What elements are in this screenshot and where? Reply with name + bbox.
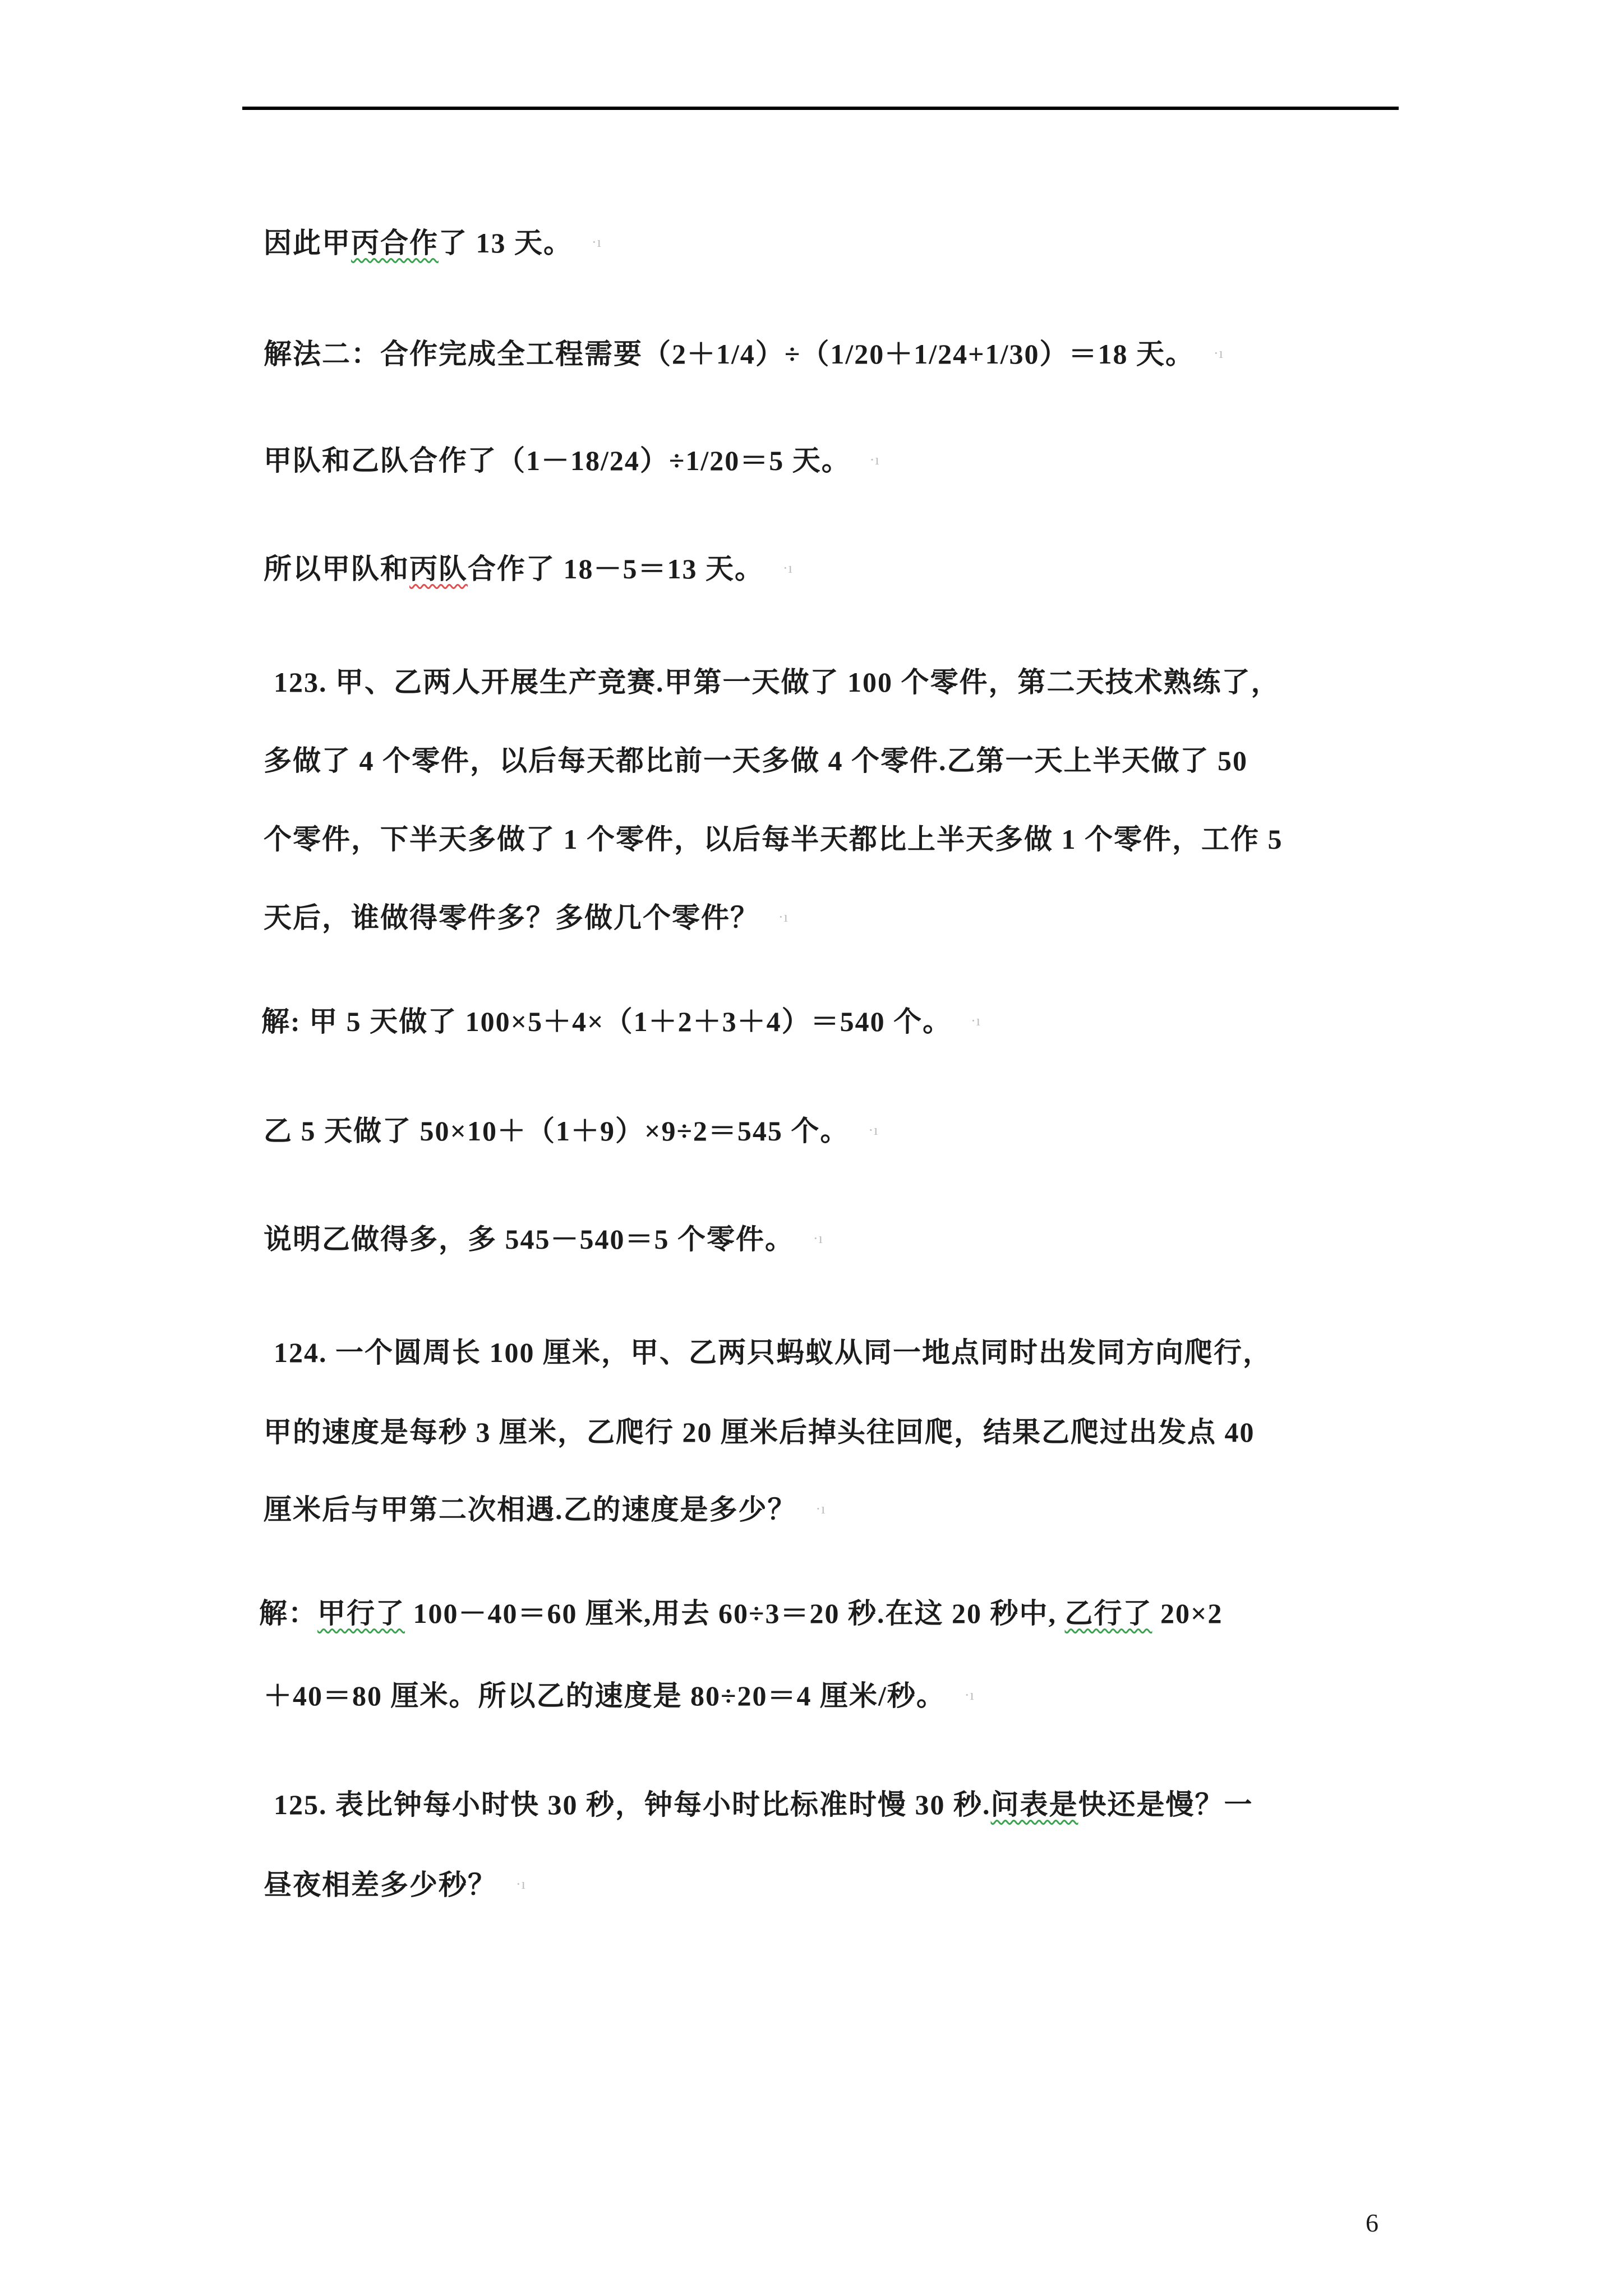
text-line xyxy=(261,1004,981,1039)
text-segment: 说明乙做得多，多 545－540＝5 个零件。 xyxy=(264,1223,794,1255)
faint-paragraph-mark: ·ı xyxy=(813,1230,823,1246)
spellcheck-green-underline-text: 问表是 xyxy=(990,1789,1078,1820)
text-segment: 解: 甲 5 天做了 100×5＋4×（1＋2＋3＋4）＝540 个。 xyxy=(261,1006,952,1037)
text-segment: 123. 甲、乙两人开展生产竞赛.甲第一天做了 100 个零件，第二天技术熟练了， xyxy=(274,666,1280,698)
text-line xyxy=(264,900,789,936)
text-segment: 20×2 xyxy=(1152,1598,1223,1629)
spellcheck-green-underline-text: 丙合作 xyxy=(351,227,439,259)
text-segment: 天后，谁做得零件多？多做几个零件？ xyxy=(264,902,759,933)
faint-paragraph-mark: ·ı xyxy=(971,1013,981,1029)
spellcheck-red-underline-text: 丙队 xyxy=(409,553,468,585)
faint-paragraph-mark: ·ı xyxy=(1214,345,1224,361)
faint-paragraph-mark: ·ı xyxy=(868,1122,879,1138)
text-segment: ＋40＝80 厘米。所以乙的速度是 80÷20＝4 厘米/秒。 xyxy=(264,1680,946,1711)
text-segment: 快还是慢？一 xyxy=(1078,1789,1253,1820)
faint-paragraph-mark: ·ı xyxy=(783,560,793,576)
text-line xyxy=(259,1596,1223,1631)
text-line xyxy=(264,743,1248,779)
faint-paragraph-mark: ·ı xyxy=(815,1501,826,1517)
text-segment: 多做了 4 个零件，以后每天都比前一天多做 4 个零件.乙第一天上半天做了 50 xyxy=(264,745,1248,776)
text-segment: 甲的速度是每秒 3 厘米，乙爬行 20 厘米后掉头往回爬，结果乙爬过出发点 40 xyxy=(264,1416,1255,1448)
faint-paragraph-mark: ·ı xyxy=(592,234,602,250)
faint-paragraph-mark: ·ı xyxy=(869,452,880,468)
text-line xyxy=(264,226,602,261)
text-line xyxy=(264,1492,826,1527)
text-line xyxy=(274,1787,1253,1823)
text-line xyxy=(264,1114,878,1149)
text-segment: 解法二：合作完成全工程需要（2＋1/4）÷（1/20＋1/24+1/30）＝18 天。 xyxy=(264,338,1195,370)
text-segment: 因此甲 xyxy=(264,227,351,259)
faint-paragraph-mark: ·ı xyxy=(516,1876,526,1892)
faint-paragraph-mark: ·ı xyxy=(778,909,789,925)
text-segment: 所以甲队和 xyxy=(264,553,409,585)
text-segment: 厘米后与甲第二次相遇.乙的速度是多少？ xyxy=(264,1494,797,1525)
text-line xyxy=(264,822,1283,857)
text-line xyxy=(264,551,793,587)
text-segment: 解： xyxy=(259,1598,317,1629)
spellcheck-green-underline-text: 乙行了 xyxy=(1064,1598,1152,1629)
text-segment: 124. 一个圆周长 100 厘米，甲、乙两只蚂蚁从同一地点同时出发同方向爬行， xyxy=(274,1337,1272,1368)
text-line xyxy=(264,1415,1255,1450)
text-line xyxy=(264,1222,823,1257)
page-number: 6 xyxy=(1366,2208,1378,2237)
text-line xyxy=(274,665,1280,700)
text-segment: 了 13 天。 xyxy=(439,227,573,259)
faint-paragraph-mark: ·ı xyxy=(964,1687,975,1703)
text-segment: 乙 5 天做了 50×10＋（1＋9）×9÷2＝545 个。 xyxy=(264,1115,850,1147)
text-line xyxy=(274,1335,1272,1370)
text-segment: 100－40＝60 厘米,用去 60÷3＝20 秒.在这 20 秒中, xyxy=(405,1598,1065,1629)
text-segment: 昼夜相差多少秒？ xyxy=(264,1869,497,1901)
text-segment: 甲队和乙队合作了（1－18/24）÷1/20＝5 天。 xyxy=(264,445,851,476)
text-line xyxy=(264,443,880,478)
text-segment: 合作了 18－5＝13 天。 xyxy=(468,553,764,585)
text-line xyxy=(264,1678,975,1714)
text-segment: 个零件，下半天多做了 1 个零件，以后每半天都比上半天多做 1 个零件，工作 5 xyxy=(264,823,1283,855)
text-line xyxy=(264,1867,526,1903)
header-horizontal-rule xyxy=(242,107,1399,110)
text-segment: 125. 表比钟每小时快 30 秒，钟每小时比标准时慢 30 秒. xyxy=(274,1789,991,1820)
text-line xyxy=(264,337,1224,372)
spellcheck-green-underline-text: 甲行了 xyxy=(317,1598,405,1629)
